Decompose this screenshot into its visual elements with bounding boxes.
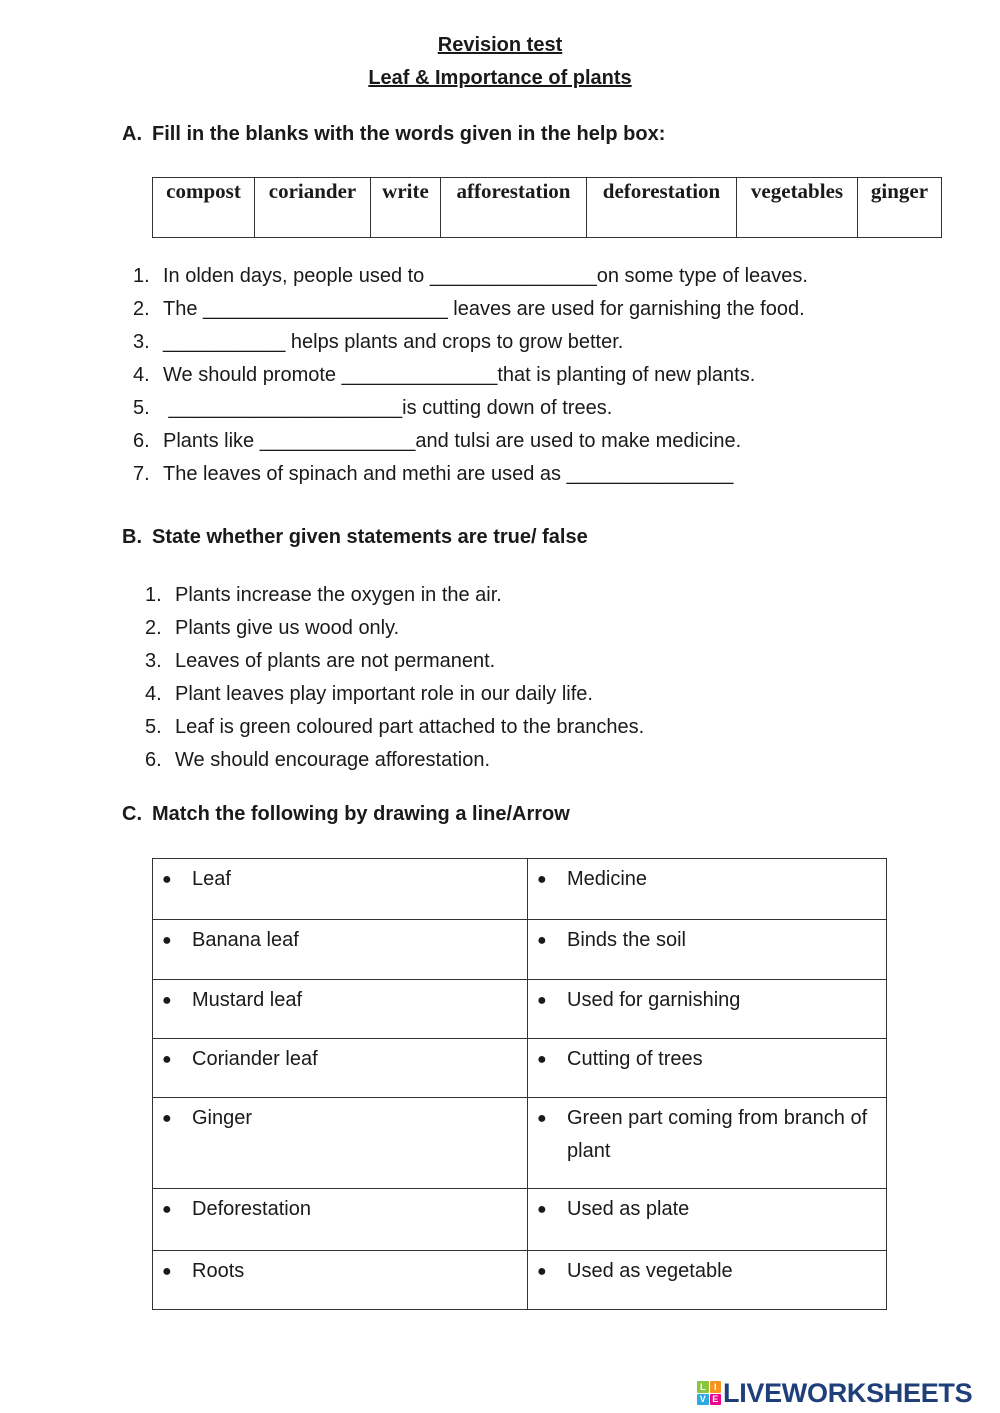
match-right-text: Used as plate [567,1198,690,1220]
bullet-icon: ● [162,1110,172,1127]
section-b-heading [122,526,588,549]
logo-mark-tile: L [697,1381,709,1393]
item-number: 6. [145,749,162,771]
item-number: 4. [145,683,162,705]
logo-mark-tile: I [710,1381,722,1393]
item-text: We should promote ______________that is planting of new plants. [163,364,756,386]
bullet-icon: ● [537,992,547,1009]
match-right-text: Binds the soil [567,929,686,951]
match-left-text: Banana leaf [192,929,299,951]
help-word: deforestation [587,178,737,238]
match-right-cell [528,1039,887,1098]
item-number: 3. [133,331,150,353]
match-left-cell [153,920,528,980]
match-right-text: Used as vegetable [567,1260,733,1282]
page-title: Revision test [437,34,563,56]
item-text: In olden days, people used to _______________on some type of leaves. [163,265,808,287]
list-item [133,429,808,462]
table-row [153,1039,887,1098]
section-a-letter: A. [122,123,142,145]
logo-mark-tile: V [697,1394,709,1406]
item-text: The ______________________ leaves are used for garnishing the food. [163,298,805,320]
list-item [145,748,644,781]
item-text: _____________________is cutting down of trees. [163,397,613,419]
match-right-cell [528,1098,887,1189]
item-number: 6. [133,430,150,452]
item-text: Plants give us wood only. [175,617,400,639]
match-left-cell [153,980,528,1039]
list-item [145,583,644,616]
item-text: Leaves of plants are not permanent. [175,650,496,672]
item-number: 5. [133,397,150,419]
bullet-icon: ● [537,871,547,888]
item-number: 4. [133,364,150,386]
table-row [153,1098,887,1189]
table-row [153,980,887,1039]
section-c-heading [122,803,570,826]
match-left-cell [153,1098,528,1189]
bullet-icon: ● [537,1110,547,1127]
help-word: write [371,178,441,238]
logo-mark-icon [697,1381,721,1405]
match-right-cell [528,1251,887,1310]
match-right-cell [528,1189,887,1251]
list-item [145,616,644,649]
logo-mark-tile: E [710,1394,722,1406]
item-number: 1. [145,584,162,606]
list-item [133,462,808,495]
item-number: 5. [145,716,162,738]
item-number: 1. [133,265,150,287]
section-b-heading-text: State whether given statements are true/ false [152,526,588,548]
bullet-icon: ● [162,1051,172,1068]
item-text: Leaf is green coloured part attached to the branches. [175,716,645,738]
bullet-icon: ● [537,1263,547,1280]
section-b-letter: B. [122,526,142,548]
help-word: compost [153,178,255,238]
bullet-icon: ● [162,992,172,1009]
match-right-text: Medicine [567,868,648,890]
match-left-text: Deforestation [192,1198,311,1220]
list-item [145,682,644,715]
item-number: 2. [145,617,162,639]
fill-in-blanks-list [133,264,808,495]
list-item [133,297,808,330]
match-right-text: Cutting of trees [567,1048,703,1070]
bullet-icon: ● [537,1051,547,1068]
bullet-icon: ● [162,871,172,888]
match-left-cell [153,1251,528,1310]
item-text: ___________ helps plants and crops to grow better. [163,331,624,353]
help-word: coriander [255,178,371,238]
match-left-text: Mustard leaf [192,989,303,1011]
section-a-heading [122,123,665,146]
match-left-cell [153,1189,528,1251]
item-text: Plants increase the oxygen in the air. [175,584,502,606]
help-word: afforestation [441,178,587,238]
list-item [133,396,808,429]
table-row [153,1251,887,1310]
list-item [133,363,808,396]
item-number: 7. [133,463,150,485]
item-text: Plant leaves play important role in our daily life. [175,683,593,705]
item-number: 2. [133,298,150,320]
item-text: The leaves of spinach and methi are used as _______________ [163,463,734,485]
bullet-icon: ● [537,932,547,949]
match-table [152,858,887,1310]
match-left-cell [153,859,528,920]
table-row [153,920,887,980]
section-a-heading-text: Fill in the blanks with the words given in the help box: [152,123,666,145]
liveworksheets-logo[interactable] [697,1376,972,1410]
bullet-icon: ● [162,1263,172,1280]
help-word: vegetables [737,178,858,238]
match-right-text: Green part coming from branch of plant [567,1107,868,1162]
match-left-text: Coriander leaf [192,1048,318,1070]
page-subtitle: Leaf & Importance of plants [368,67,632,89]
list-item [133,330,808,363]
table-row [153,1189,887,1251]
match-left-cell [153,1039,528,1098]
match-right-cell [528,859,887,920]
bullet-icon: ● [162,1201,172,1218]
item-number: 3. [145,650,162,672]
match-left-text: Roots [192,1260,245,1282]
true-false-list [145,583,644,781]
section-c-letter: C. [122,803,142,825]
match-left-text: Ginger [192,1107,253,1129]
match-right-text: Used for garnishing [567,989,741,1011]
help-box [152,177,942,238]
list-item [145,715,644,748]
table-row [153,859,887,920]
match-right-cell [528,920,887,980]
item-text: We should encourage afforestation. [175,749,491,771]
logo-text: LIVEWORKSHEETS [723,1377,973,1408]
match-left-text: Leaf [192,868,231,890]
match-right-cell [528,980,887,1039]
list-item [133,264,808,297]
bullet-icon: ● [162,932,172,949]
item-text: Plants like ______________and tulsi are used to make medicine. [163,430,742,452]
section-c-heading-text: Match the following by drawing a line/Arrow [152,803,570,825]
bullet-icon: ● [537,1201,547,1218]
list-item [145,649,644,682]
help-word: ginger [858,178,942,238]
